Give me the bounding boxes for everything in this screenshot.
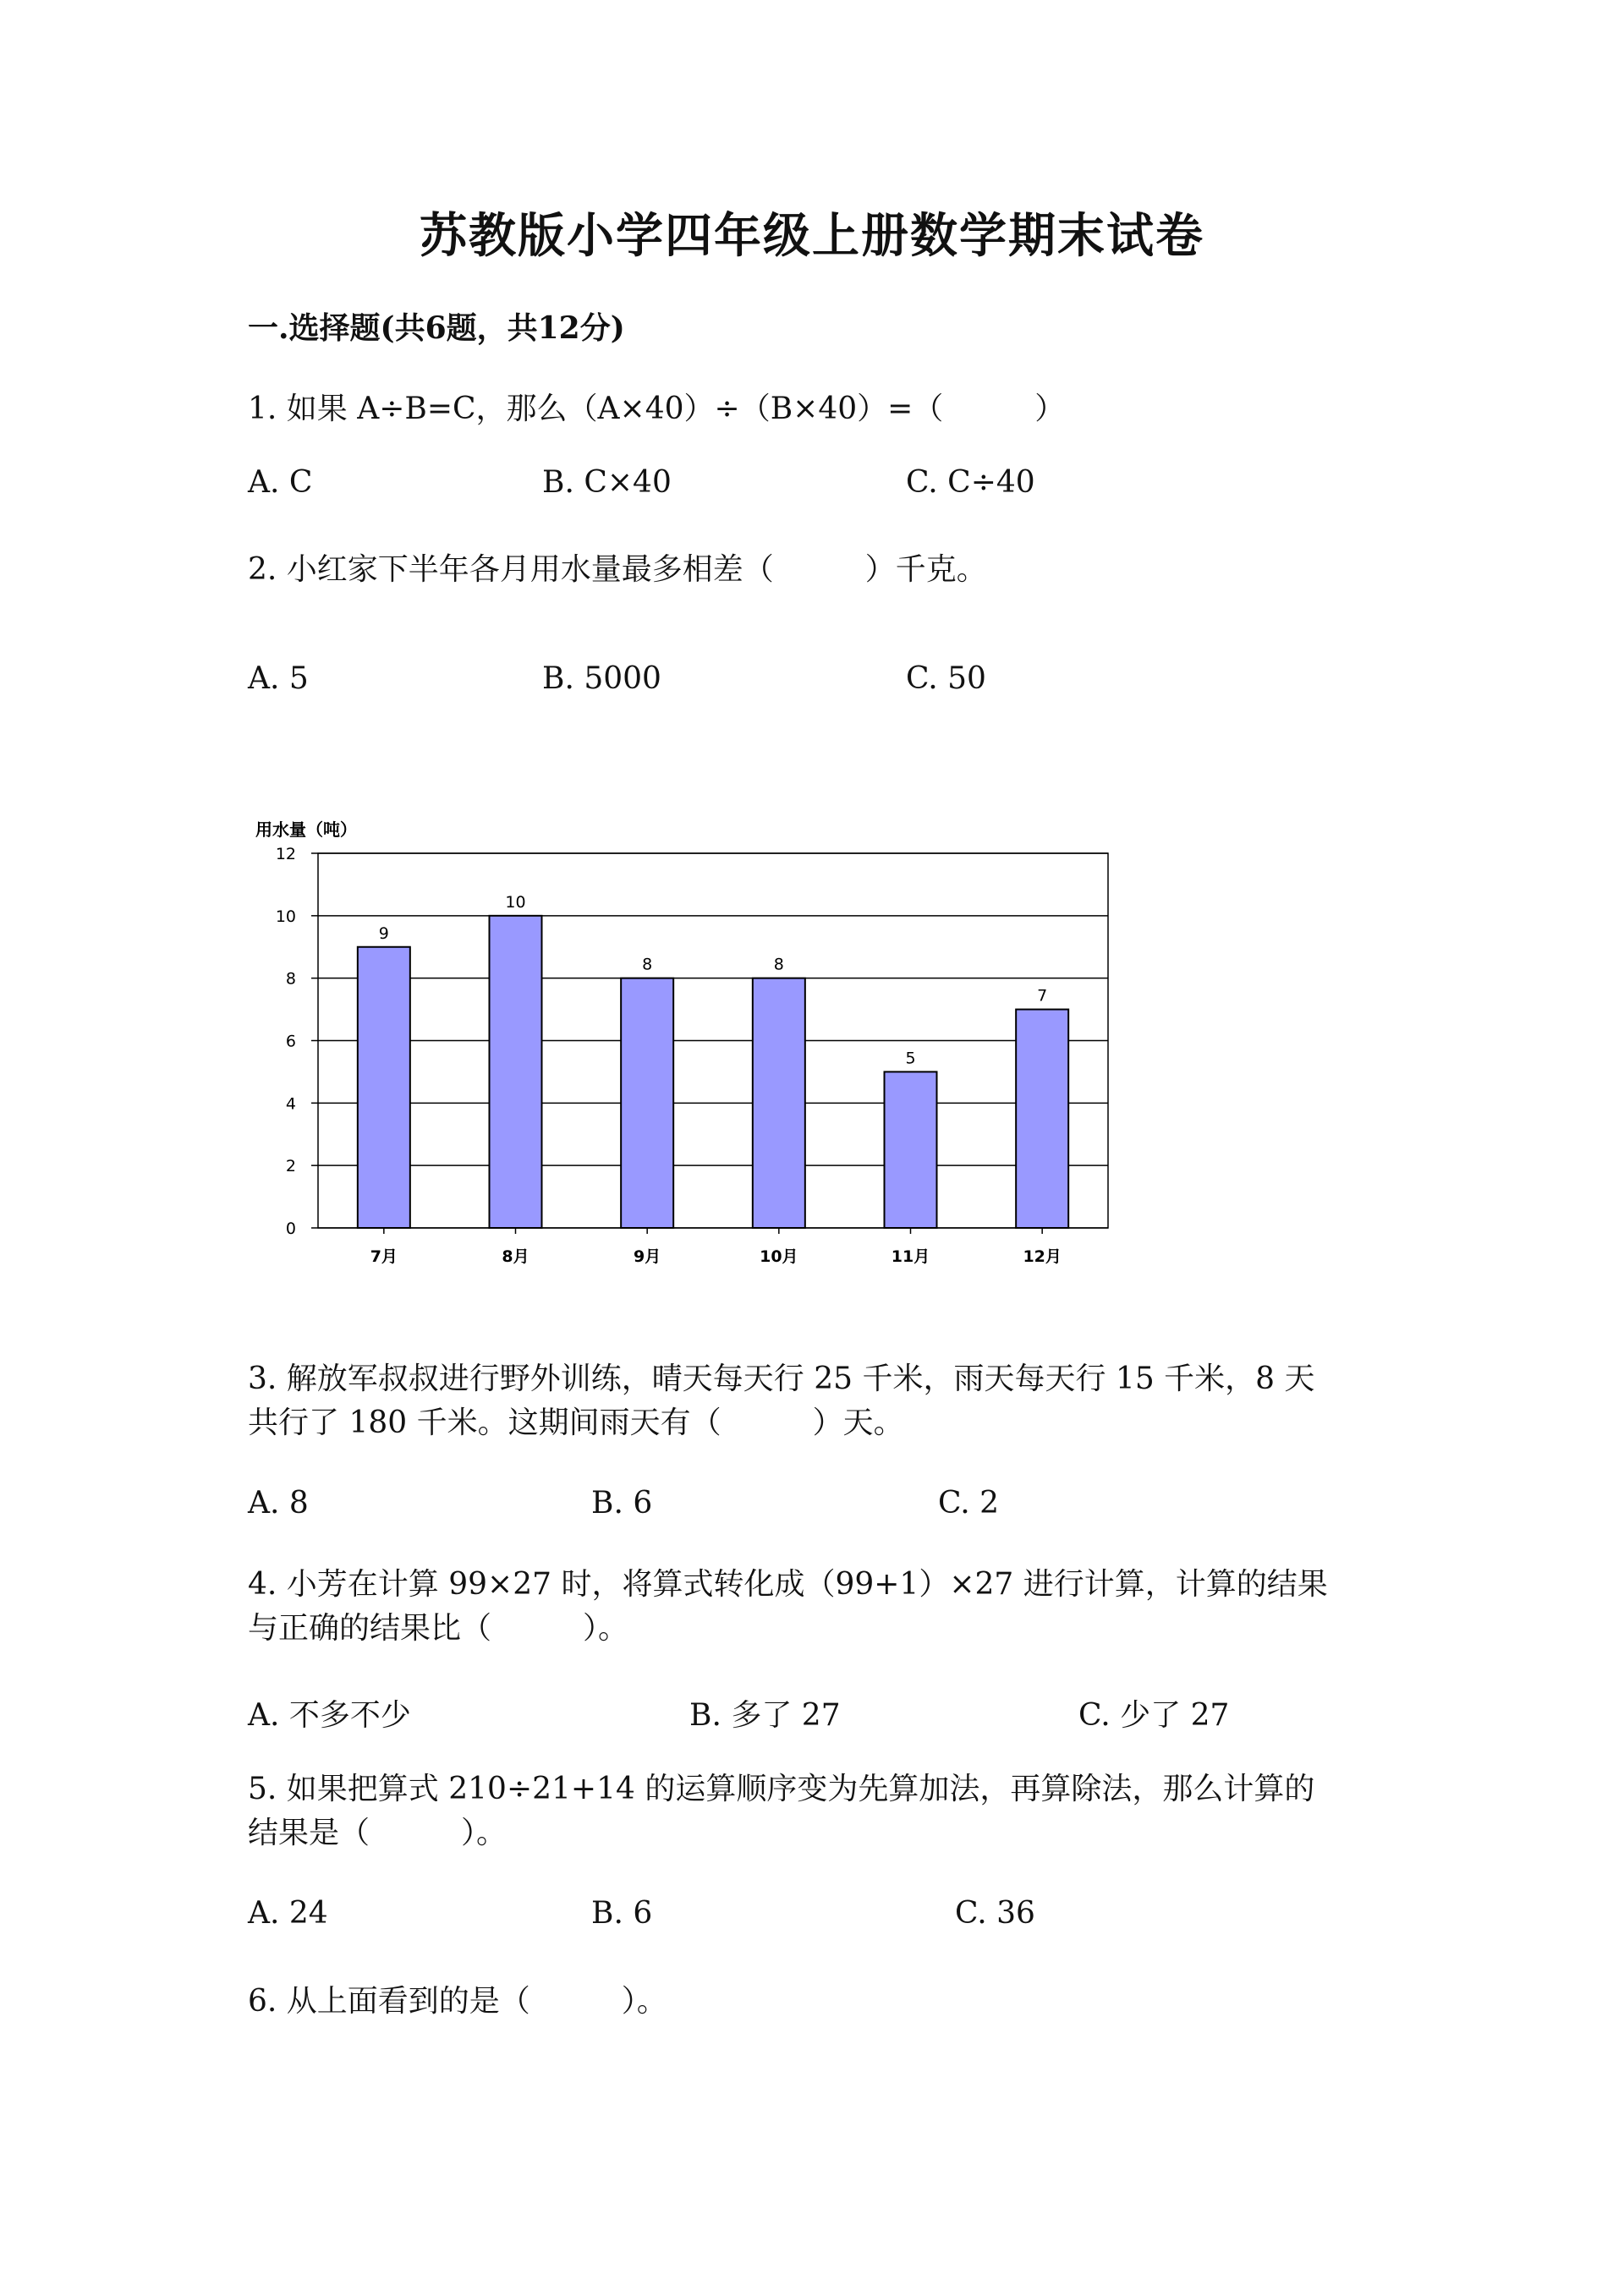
page-title: 苏教版小学四年级上册数学期末试卷 <box>420 208 1204 264</box>
question-4-line-1: 4. 小芳在计算 99×27 时，将算式转化成（99+1）×27 进行计算，计算的结果 <box>248 1567 1328 1602</box>
bar-value-label: 10 <box>505 892 526 912</box>
q2-option-b: B. 5000 <box>542 661 661 696</box>
y-tick-label: 0 <box>285 1219 296 1238</box>
bar <box>358 947 410 1228</box>
bar <box>885 1071 937 1228</box>
q4-option-b: B. 多了 27 <box>689 1698 841 1733</box>
x-tick-label: 12月 <box>1023 1247 1062 1266</box>
question-5-line-1: 5. 如果把算式 210÷21+14 的运算顺序变为先算加法，再算除法，那么计算的 <box>248 1772 1315 1806</box>
bar-value-label: 7 <box>1037 986 1048 1006</box>
question-1: 1. 如果 A÷B=C，那么（A×40）÷（B×40）=（ ） <box>248 392 1066 426</box>
y-tick-label: 8 <box>285 969 296 989</box>
x-tick-label: 11月 <box>891 1247 930 1266</box>
bar-value-label: 8 <box>642 955 653 974</box>
question-6: 6. 从上面看到的是（ ）。 <box>248 1984 667 2019</box>
y-tick-label: 2 <box>285 1157 296 1176</box>
bar-value-label: 5 <box>905 1049 916 1068</box>
question-4 <box>248 1563 1328 1651</box>
bar-value-label: 9 <box>378 923 389 943</box>
q3-option-a: A. 8 <box>248 1486 309 1521</box>
q3-option-b: B. 6 <box>591 1486 653 1521</box>
question-4-line-2: 与正确的结果比（ ）。 <box>248 1611 629 1646</box>
q1-option-c: C. C÷40 <box>906 465 1035 500</box>
bar <box>621 978 673 1228</box>
bar <box>753 978 805 1228</box>
y-tick-label: 12 <box>275 845 296 863</box>
y-tick-label: 4 <box>285 1094 296 1114</box>
x-tick-label: 9月 <box>634 1247 661 1266</box>
q2-option-c: C. 50 <box>906 661 986 696</box>
x-tick-label: 8月 <box>502 1247 529 1266</box>
q2-option-a: A. 5 <box>248 661 309 696</box>
bar-value-label: 8 <box>773 955 784 974</box>
y-tick-label: 6 <box>285 1032 296 1051</box>
q4-option-c: C. 少了 27 <box>1078 1698 1230 1733</box>
section-heading: 一.选择题(共6题，共12分) <box>248 310 625 346</box>
question-5-line-2: 结果是（ ）。 <box>248 1816 508 1850</box>
question-3-line-2: 共行了 180 千米。这期间雨天有（ ）天。 <box>248 1406 904 1440</box>
q5-option-b: B. 6 <box>591 1896 653 1931</box>
question-2: 2. 小红家下半年各月用水量最多相差（ ）千克。 <box>248 552 987 587</box>
x-tick-label: 7月 <box>370 1247 398 1266</box>
q4-option-a: A. 不多不少 <box>248 1698 411 1733</box>
bar <box>1016 1010 1068 1228</box>
question-3-line-1: 3. 解放军叔叔进行野外训练，晴天每天行 25 千米，雨天每天行 15 千米，8 天 <box>248 1362 1315 1396</box>
chart-y-axis-label: 用水量（吨） <box>255 819 357 840</box>
y-tick-label: 10 <box>275 907 296 926</box>
q5-option-a: A. 24 <box>248 1896 328 1931</box>
q5-option-c: C. 36 <box>955 1896 1035 1931</box>
x-tick-label: 10月 <box>760 1247 798 1266</box>
water-usage-bar-chart <box>245 816 1125 1281</box>
bar <box>490 916 542 1228</box>
q1-option-a: A. C <box>248 465 313 500</box>
question-5 <box>248 1767 1314 1855</box>
q3-option-c: C. 2 <box>938 1486 1000 1521</box>
question-3 <box>248 1357 1315 1445</box>
q1-option-b: B. C×40 <box>542 465 672 500</box>
